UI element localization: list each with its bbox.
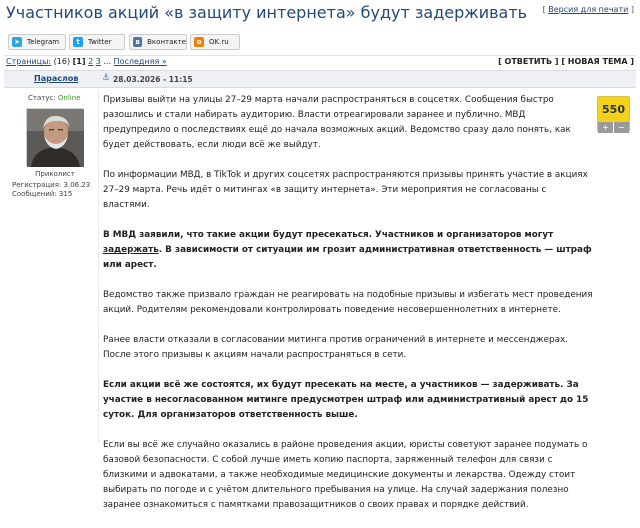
pagination-ellipsis: ...: [103, 57, 111, 66]
new-topic-button[interactable]: [ НОВАЯ ТЕМА ]: [561, 57, 634, 66]
post-date: 28.03.2026 - 11:15: [113, 75, 193, 84]
status-label: Статус:: [28, 94, 56, 102]
print-version: [543, 5, 634, 14]
user-rank: Приколист: [35, 170, 75, 178]
post-paragraph: Ранее власти отказали в согласовании митинга против ограничений в интернете и мессенджерах. После этого призывы к акциям начали распространяться в сети.: [103, 335, 568, 360]
user-registration: Регистрация: 3.06.23: [12, 181, 91, 189]
pagination-count: (16): [53, 57, 71, 66]
status-online-badge: Online: [57, 94, 81, 102]
pagination-page-3[interactable]: 3: [95, 57, 101, 66]
share-vk-label: Вконтакте: [147, 38, 186, 46]
divider: [4, 55, 636, 56]
vk-icon: в: [133, 37, 142, 47]
share-vk-button[interactable]: [129, 34, 187, 50]
rating-value: 550: [598, 97, 629, 122]
share-twitter-button[interactable]: [69, 34, 125, 50]
print-bracket-close: ]: [628, 5, 634, 14]
post-text-underlined: задержать: [103, 245, 159, 255]
column-divider: [98, 90, 99, 443]
share-telegram-button[interactable]: [8, 34, 66, 50]
user-message-count: Сообщений: 315: [12, 190, 73, 198]
post-paragraph: Призывы выйти на улицы 27–29 марта начали распространяться в соцсетях. Сообщения быстро разошлись и стали набирать аудиторию. Власти отреагировали заранее и публично. МВД предупредило о последствиях ещё до начала возможных акций. Ведомство сразу дало понять, как будет действовать, если люди всё же выйдут.: [103, 95, 571, 150]
print-version-link[interactable]: Версия для печати: [548, 5, 629, 14]
post-rating: [597, 96, 630, 132]
print-bracket-open: [: [542, 5, 549, 14]
share-twitter-label: Twitter: [88, 38, 112, 46]
page-title: Участников акций «в защиту интернета» будут задерживать: [6, 3, 528, 22]
telegram-icon: ➤: [12, 37, 22, 47]
pagination-current: [1]: [72, 57, 86, 66]
share-ok-button[interactable]: [190, 34, 240, 50]
post-text: . В зависимости от ситуации им грозит административная ответственность — штраф или арест.: [103, 245, 592, 270]
reply-button[interactable]: [ ОТВЕТИТЬ ]: [498, 57, 559, 66]
post-author-link[interactable]: Параслов: [34, 74, 79, 83]
avatar-photo: [27, 109, 84, 167]
pagination-last-link[interactable]: Последняя »: [113, 57, 167, 66]
avatar[interactable]: [26, 108, 83, 166]
rating-down-button[interactable]: −: [613, 122, 629, 133]
twitter-icon: t: [73, 37, 83, 47]
anchor-icon[interactable]: ⚓: [102, 73, 111, 83]
post-paragraph: Ведомство также призвало граждан не реагировать на подобные призывы и избегать мест проведения акций. Родителям рекомендовали контролировать поведение несовершеннолетних в интернете.: [103, 290, 593, 315]
share-telegram-label: Telegram: [27, 38, 60, 46]
pagination-label: Страницы:: [6, 57, 52, 66]
user-status: [28, 94, 81, 102]
rating-buttons: [598, 122, 629, 133]
thread-actions: [498, 57, 634, 66]
share-ok-label: OK.ru: [209, 38, 229, 46]
post-header-bar: [4, 70, 636, 88]
post-body: [103, 93, 593, 528]
ok-icon: o: [194, 37, 204, 47]
post-paragraph: По информации МВД, в TikTok и других соцсетях распространяются призывы принять участие в акциях 27–29 марта. Речь идёт о митингах «в защиту интернета». Эти мероприятия не согласованы с властями.: [103, 170, 588, 210]
post-paragraph-bold: Если акции всё же состоятся, их будут пресекать на месте, а участников — задерживать. За участие в несогласованном митинге предусмотрен штраф или административный арест до 15 суток. Для организаторов ответственность выше.: [103, 380, 589, 420]
post-paragraph-bold: [103, 228, 593, 273]
pagination: [6, 57, 167, 66]
post-text: В МВД заявили, что такие акции будут пресекаться. Участников и организаторов могут: [103, 230, 554, 240]
post-paragraph: Если вы всё же случайно оказались в районе проведения акции, юристы советуют заранее подумать о базовой безопасности. С собой лучше иметь копию паспорта, заряженный телефон для связи с близкими и адвокатами, а также необходимые медицинские документы и лекарства. Одежду стоит выбирать по погоде и с учётом длительного пребывания на улице. На случай задержания полезно заранее ознакомиться с памятками правозащитников о своих правах и порядке действий.: [103, 440, 588, 510]
rating-up-button[interactable]: +: [598, 122, 613, 133]
pagination-page-2[interactable]: 2: [88, 57, 94, 66]
